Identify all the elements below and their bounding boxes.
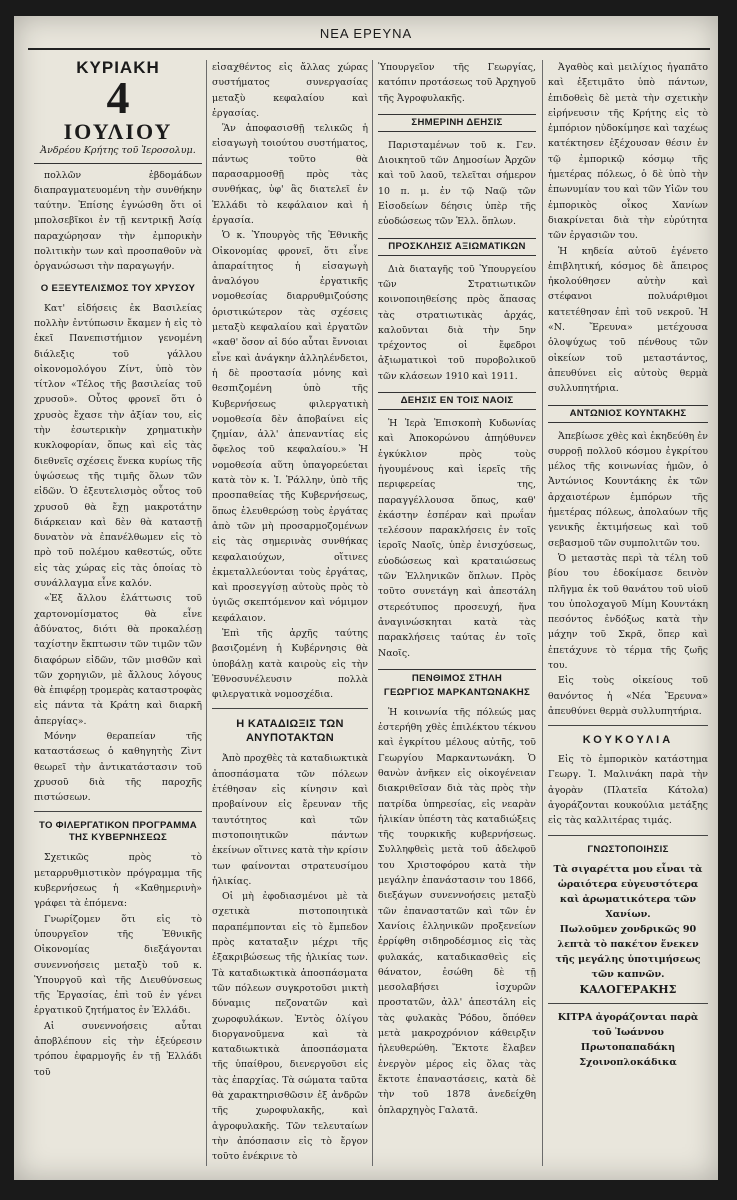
section-heading: ΠΕΝΘΙΜΟΣ ΣΤΗΛΗ [378, 669, 536, 685]
paragraph: Κατ' εἰδήσεις ἐκ Βασιλείας πολλὴν ἐντύπωσιν ἔκαμεν ἡ εἰς τὸ ἐκεῖ Πανεπιστήμιον γενομένη διάλεξις τοῦ γάλλου οἰκονομολόγου Ζίντ, ὑπὸ τὸν τίτλον «Τέλος τῆς βασιλείας τοῦ χρυσοῦ». Οὗτος φρονεῖ ὅτι ὁ χρυσὸς ἔχασε τὴν ἀξίαν του, εἰς τὴν ἐσωτερικὴν χρηματικὴν κυκλοφορίαν, ὅπως καὶ εἰς τὰς διεθνεῖς σχέσεις ἕνεκα κυρίως τῆς ὑψώσεως τῆς τιμῆς ὅλων τῶν εἰδῶν. Ὁ ἐξευτελισμὸς οὗτος τοῦ χρυσοῦ θὰ ἔχῃ μακροτάτην διάρκειαν καὶ δὲν θὰ καταστῇ δυνατὸν νὰ ἐπανέλθωμεν εἰς τὸ πρὸ τοῦ πολέμου καθεστώς, οὔτε εἰς τὰς χώρας εἰς τὰς ὁποίας τὸ συνάλλαγμα εἶνε καλόν. [34, 302, 202, 590]
date-saint: Ἀνδρέου Κρήτης τοῦ Ἱεροσολυμ. [40, 145, 196, 157]
paragraph: «Ἐξ ἄλλου ἐλάττωσις τοῦ χαρτονομίσματος θὰ εἶνε ἀδύνατος, διότι θὰ προκαλέσῃ ταχίστην ἔκπτωσιν τῶν τιμῶν τῶν διαφόρων εἰδῶν, τῶν μισθῶν καὶ τῶν χορηγιῶν, μὲ ἄλλους λόγους θὰ ἐπιφέρῃ τρομερὰς καταστροφὰς εἰς πάντα τὰ Κράτη καὶ διαρκῆ ἀπεργίας». [34, 593, 202, 727]
date-number: 4 [106, 72, 130, 124]
paragraph: Παρισταμένων τοῦ κ. Γεν. Διοικητοῦ τῶν Δημοσίων Ἀρχῶν καὶ τοῦ λαοῦ, τελεῖται σήμερον 10 π. μ. ἐν τῷ Ναῷ τῶν Εἰσοδείων δέησις ὑπὲρ τῆς εὐοδώσεως τῶν Ἑλλ. ὅπλων. [378, 139, 536, 228]
masthead: ΝΕΑ ΕΡΕΥΝΑ [319, 26, 413, 41]
divider [34, 811, 202, 812]
column-1 [34, 60, 202, 1080]
paragraph: Ἀπὸ προχθὲς τὰ καταδιωκτικὰ ἀποσπάσματα τῶν πόλεων ἐτέθησαν εἰς κίνησιν καὶ προβαίνουν εἰς ἔρευναν τῆς ταυτότητος καὶ τῶν πιστοποιητικῶν πάντων ἐκείνων οἵτινες κατὰ τὴν κρίσιν των φαίνονται στρατευσίμου ἡλικίας. [212, 753, 368, 887]
headline: ΚΟΥΚΟΥΛΙΑ [582, 734, 674, 747]
paragraph: εἰσαχθέντος εἰς ἄλλας χώρας συστήματος συνεργασίας μεταξὺ κεφαλαίου καὶ ἐργασίας. [212, 62, 368, 119]
paragraph: Ἀπεβίωσε χθὲς καὶ ἐκηδεύθη ἐν συρροῇ πολλοῦ κόσμου ἐγκρίτου μέλος τῆς κοινωνίας ἡμῶν, ὁ Ἀντώνιος Κουντάκης ἐκ τῶν ἀρχαιοτέρων ἐμπόρων τῆς ἡμετέρας πόλεως, ἀπολαύων τῆς γενικῆς ἐκτιμήσεως καὶ τοῦ σεβασμοῦ τῶν συμπολιτῶν του. [548, 430, 708, 549]
paragraph: Ἡ κηδεία αὐτοῦ ἐγένετο ἐπιβλητική, κόσμος δὲ ἄπειρος ἠκολούθησεν αὐτὴν καὶ στέφανοι πολυάριθμοι κατετέθησαν ἐπὶ τοῦ νεκροῦ. Ἡ «Ν. Ἔρευνα» μετέχουσα ὁλοψύχως τοῦ πένθους τῶν οἰκείων τοῦ μεταστάντος, ἀπευθύνει εἰς αὐτοὺς θερμὰ συλλυπητήρια. [548, 245, 708, 395]
date-box [34, 60, 202, 164]
column-3 [378, 60, 536, 1118]
divider [548, 1003, 708, 1004]
date-month: ΙΟΥΛΙΟΥ [63, 119, 173, 145]
paragraph: Εἰς τοὺς οἰκείους τοῦ θανόντος ἡ «Νέα Ἔρευνα» ἀπευθύνει θερμὰ συλλυπητήρια. [548, 675, 708, 717]
column-2 [212, 60, 368, 1164]
column-4 [548, 60, 708, 1070]
divider [212, 708, 368, 709]
column-divider [206, 60, 207, 1166]
date-day: ΚΥΡΙΑΚΗ [76, 58, 160, 77]
paragraph: Σχετικῶς πρὸς τὸ μεταρρυθμιστικὸν πρόγραμμα τῆς κυβερνήσεως ἡ «Καθημερινὴ» γράφει τὰ ἑπόμενα: [34, 852, 202, 910]
headline: ΤΟ ΦΙΛΕΡΓΑΤΙΚΟΝ ΠΡΟΓΡΑΜΜΑ ΤΗΣ ΚΥΒΕΡΝΗΣΕΩΣ [38, 820, 198, 844]
headline: ΣΗΜΕΡΙΝΗ ΔΕΗΣΙΣ [378, 114, 536, 132]
divider [548, 835, 708, 836]
headline: ΔΕΗΣΙΣ ΕΝ ΤΟΙΣ ΝΑΟΙΣ [378, 392, 536, 410]
divider [548, 725, 708, 726]
tobacco-notice [548, 862, 708, 1070]
paragraph: Ἐπὶ τῆς ἀρχῆς ταύτης βασιζομένη ἡ Κυβέρνησις θὰ ὑποβάλῃ κατὰ καιροὺς εἰς τὴν Ἐθνοσυνέλευσιν πολλὰ φιλεργατικὰ νομοσχέδια. [212, 627, 368, 701]
masthead-rule [28, 48, 710, 50]
notice-line: ΚΙΤΡΑ ἀγοράζονται παρὰ τοῦ Ἰωάννου Πρωτοπαπαδάκη Σχοινοπλοκάδικα [557, 1011, 699, 1068]
paragraph: Ὁ κ. Ὑπουργὸς τῆς Ἐθνικῆς Οἰκονομίας φρονεῖ, ὅτι εἶνε ἀπαραίτητος ἡ εἰσαγωγὴ ἀναλόγου ἐργατικῆς νομοθεσίας διαρρυθμιζούσης ὁριστικώτερον τὰς σχέσεις μεταξὺ κεφαλαίου καὶ ἐργατῶν «καθ' ὅσον αἱ δύο αὗται ἔννοιαι εἶνε καὶ ἀνάγκην ἀλληλένδετοι, ἡ δὲ προστασία μόνης καὶ θεσπιζομένη ὑπὸ τῆς Κυβερνήσεως φιλεργατικὴ νομοθεσία δὲν ἀποβαίνει εἰς ζημίαν, ἀλλ' ἀπεναντίας εἰς ὄφελος τοῦ κεφαλαίου.» Ἡ νομοθεσία αὕτη ὑπαγορεύεται κατὰ τὸν κ. Ἰ. Ῥάλλην, ὑπὸ τῆς προσπαθείας τῆς Κυβερνήσεως, ὅπως ἐλευθερώσῃ τοὺς ἐργάτας ἀπὸ τῶν μὴ προσαρμοζομένων εἰς τὰς σημερινὰς συνθήκας κεφαλαιούχων, οἵτινες ἐκμεταλλεύονται τοὺς ἐργάτας, καὶ προσεγγίσῃ αὐτοὺς πρὸς τὸ ὑγιῶς σκεπτόμενον καὶ νόμιμον κεφάλαιον. [212, 230, 368, 624]
headline: ΑΝΤΩΝΙΟΣ ΚΟΥΝΤΑΚΗΣ [548, 405, 708, 423]
notice-signature: ΚΑΛΟΓΕΡΑΚΗΣ [579, 982, 677, 996]
headline: ΓΕΩΡΓΙΟΣ ΜΑΡΚΑΝΤΩΝΑΚΗΣ [383, 686, 531, 698]
notice-line: Πωλοῦμεν χονδρικῶς 90 λεπτὰ τὸ πακέτον ἕνεκεν τῆς μεγάλης ὑποτιμήσεως τῶν καπνῶν. [555, 923, 701, 980]
notice-line: Τὰ σιγαρέττα μου εἶναι τὰ ὡραιότερα εὐγευστότερα καὶ ἀρωματικότερα τῶν Χανίων. [553, 863, 703, 920]
headline: Ο ΕΞΕΥΤΕΛΙΣΜΟΣ ΤΟΥ ΧΡΥΣΟΥ [40, 282, 196, 294]
paragraph: Διὰ διαταγῆς τοῦ Ὑπουργείου τῶν Στρατιωτικῶν κοινοποιηθείσης πρὸς ἅπασας τὰς στρατιωτικὰς ἀρχάς, καλοῦνται διὰ τὴν 5ην τρέχοντος οἱ ἔφεδροι ἀξιωματικοὶ τοῦ πυροβολικοῦ τῶν κλάσεων 1910 καὶ 1911. [378, 263, 536, 382]
newspaper-page [14, 16, 718, 1180]
paragraph: Ὑπουργεῖον τῆς Γεωργίας, κατόπιν προτάσεως τοῦ Ἀρχηγοῦ τῆς Ἀγροφυλακῆς. [378, 62, 536, 104]
headline: ΓΝΩΣΤΟΠΟΙΗΣΙΣ [587, 843, 669, 855]
paragraph: Μόνην θεραπείαν τῆς καταστάσεως ὁ καθηγητὴς Ζὶντ θεωρεῖ τὴν ἀντικατάστασιν τοῦ χρυσοῦ διὰ τῆς παροχῆς πιστώσεων. [34, 730, 202, 804]
paragraph: Ἂν ἀποφασισθῇ τελικῶς ἡ εἰσαγωγὴ τοιούτου συστήματος, πάντως τοῦτο θὰ παρασαρμοσθῇ πρὸς τὰς συνθήκας, ὑφ' ἃς διατελεῖ ἐν Ἑλλάδι τὸ κεφάλαιον καὶ ἡ ἐργασία. [212, 123, 368, 226]
paragraph: Γνωρίζομεν ὅτι εἰς τὸ ὑπουργεῖον τῆς Ἐθνικῆς Οἰκονομίας διεξάγονται συνεννοήσεις μεταξὺ τοῦ κ. Ὑπουργοῦ καὶ τῆς Διευθύνσεως τῆς Ἐργασίας, ἐπὶ τοῦ ἐν γένει ἐργατικοῦ ζητήματος ἐν Ἑλλάδι. [34, 913, 202, 1017]
headline: ΠΡΟΣΚΛΗΣΙΣ ΑΞΙΩΜΑΤΙΚΩΝ [378, 238, 536, 256]
paragraph: Οἱ μὴ ἐφοδιασμένοι μὲ τὰ σχετικὰ πιστοποιητικὰ παραπέμπονται εἰς τὸ ἔμπεδον πρὸς καταταξιν μέχρι τῆς ἐξακριβώσεως τῆς ἡλικίας των. Τὰ καταδιωκτικὰ ἀποσπάσματα τῶν πόλεων συγκροτοῦσι μικτὴ δύναμις πεζονατῶν καὶ χωροφυλάκων. Ἐντὸς ὀλίγου διοργανοῦμενα καὶ τὰ καταδιωκτικὰ ἀποσπάσματα τῆς ὑπαίθρου, διενεργοῦσι εἰς τὰς ἐπαρχίας. Τὰ σώματα ταῦτα θὰ χαρακτηρισθῶσιν ἐξ ἀνδρῶν τῆς χωροφυλακῆς, καὶ ἀγροφυλακῆς. Τῶν τελευταίων τὴν ἀπόσπασιν εἰς τὸ ἔργον τοῦτο ἐνέκρινε τὸ [212, 891, 368, 1163]
paragraph: Ἀγαθὸς καὶ μειλίχιος ἠγαπᾶτο καὶ ἐξετιμᾶτο ὑπὸ πάντων, ἐπιδοθεὶς δὲ μετὰ τὴν σχετικὴν εἰρήνευσιν τῆς Κρήτης εἰς τὸ ἐμπόριον ηὐδοκίμησε καὶ ταχέως κατέκτησεν ἐξέχουσαν θέσιν ἐν τῷ ἐμπορικῷ κόσμῳ τῆς ἡμετέρας πόλεως, ὁ δὲ ὑπὸ τὴν ἐπωνυμίαν του καὶ τῶν Υἱῶν του ἐμπορικὸς οἶκος Χανίων διακρίνεται διὰ τὴν εὐρύτητα τῶν ἐργασιῶν του. [548, 62, 708, 242]
paragraph: πολλῶν ἑβδομάδων διαπραγματευομένη τὴν συνθήκην ταύτην. Ἐπίσης ἐγνώσθη ὅτι οἱ μπολσεβῖκοι ἐν τῇ κεντρικῇ Ἀσίᾳ παραχώρησαν τὴν ἐμπορικὴν πολιτικὴν των καὶ προσπαθοῦν νὰ ὀργανώσωσι τὴν παραγωγήν. [34, 169, 202, 273]
paragraph: Ἡ Ἱερὰ Ἐπισκοπὴ Κυδωνίας καὶ Ἀποκορώνου ἀπηύθυνεν ἐγκύκλιον πρὸς τοὺς ἡγουμένους καὶ ἱερεῖς τῆς περιφερείας της, παραγγέλλουσα ὅπως, καθ' ἑκάστην ἑσπέραν καὶ πρωΐαν τελέσουν παρακλήσεις ἐν τοῖς ἱεροῖς Ναοῖς, ὑπὲρ ἐνισχύσεως, εὐοδώσεως καὶ κραταιώσεως τῶν Ἑλληνικῶν ὅπλων. Πρὸς τοῦτο συνετάγη καὶ ἀπεστάλη στερεότυπος προσευχή, ἥνα ἀναγινώσκηται κατὰ τὰς παρακλήσεις ταύτας ἐν τοῖς Ναοῖς. [378, 418, 536, 659]
headline: Η ΚΑΤΑΔΙΩΞΙΣ ΤΩΝ ΑΝΥΠΟΤΑΚΤΩΝ [236, 718, 344, 745]
column-divider [372, 60, 373, 1166]
paragraph: Αἱ συνεννοήσεις αὗται ἀποβλέπουν εἰς τὴν ἐξεύρεσιν τρόπου ἐφαρμογῆς ἐν τῇ Ἑλλάδι τοῦ [34, 1020, 202, 1078]
paragraph: Ὁ μεταστὰς περὶ τὰ τέλη τοῦ βίου του ἐδοκίμασε δεινὸν πλῆγμα ἐκ τοῦ θανάτου τοῦ υἱοῦ του ὑπολοχαγοῦ Μίμη Κουντάκη πεσόντος ἐνδόξως κατὰ τὴν μάχην τοῦ Σκρᾶ, ὅπερ καὶ ἐπετάχυνε τὸ τέρμα τῆς ζωῆς του. [548, 552, 708, 671]
paragraph: Ἡ κοινωνία τῆς πόλεώς μας ἐστερήθη χθὲς ἐπιλέκτου τέκνου καὶ ἐγκρίτου μέλους αὐτῆς, τοῦ Γεωργίου Μαρκαντωνάκη. Ὁ θανὼν ἀνῆκεν εἰς οἰκογένειαν διακριθεῖσαν διὰ τὰς πρὸς τὴν πατρίδα ὑπηρεσίας, εἰς νεαρὰν ἡλικίαν ὑπέστη τὰς καταδιώξεις τῆς τουρκικῆς κυβερνήσεως. Συλληφθεὶς μετὰ τοῦ ἀδελφοῦ του Χριστοφόρου κατὰ τὴν μεγάλην ἐπανάστασιν του 1866, διεξάγων συνεννοήσεις μεταξὺ τῶν ἐπαναστατῶν καὶ τῶν ἐν Χανίοις ἑλληνικῶν προξενείων ἐρρίφθη σιδηροδέσμιος εἰς τὰς φυλακάς, καταδικασθεὶς εἰς θάνατον, ἐσώθη δὲ τῇ μεσολαβήσει ἰσχυρῶν προστατῶν, ἀλλ' ἀπεστάλη εἰς τὰς φυλακὰς Ῥόδου, ὅπόθεν μετὰ μακροχρόνιον κάθειρξιν ἠλευθερώθη. Ἔκτοτε ἔλαβεν ἐνεργὸν μέρος εἰς ὅλας τὰς ἔκτοτε ἐπαναστάσεις, κατὰ δὲ τὴν τοῦ 1878 ἀνεδείχθη ὁπλαρχηγὸς Γαλατᾶ. [378, 706, 536, 1116]
column-divider [542, 60, 543, 1166]
paragraph: Εἰς τὸ ἐμπορικὸν κατάστημα Γεωργ. Ἰ. Μαλινάκη παρὰ τὴν ἀγορὰν (Πλατεῖα Κάτολα) ἀγοράζονται κουκούλια μετάξης εἰς τὰς καλλιτέρας τιμάς. [548, 754, 708, 827]
